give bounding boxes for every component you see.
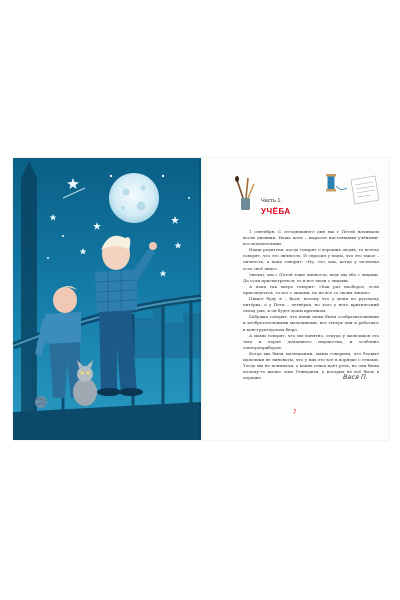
tall-boy-figure: [95, 236, 157, 396]
paragraph: Наши родители, когда говорят о хороших людях, то всегда говорят, что это личность. И спросил у папы, что это такое – личность, а папа говорит: «Ну, это, как, когда у человека есть своё лицо».: [243, 247, 379, 271]
yarn-ball: [35, 396, 47, 408]
paragraph: А мамы говорят, что им понятно, откуда у мальчиков эта тяга к порче домашнего имущества, и особенно электроприборов.: [243, 332, 379, 350]
thread-spool-icon: [326, 174, 347, 192]
page-number: 7: [293, 410, 297, 416]
chapter-title: УЧЁБА: [261, 207, 291, 216]
brush-jar-icon: [235, 176, 254, 210]
paragraph: Когда мы были маленькими, мамы говорили, что бедные мальчики не виноваты, что у них это всё в порядке с генами. Тогда мы не понимали, о каких генах идёт речь, но они были почему-то жалко этих Геннадиев, у которых не всё было в порядке.: [243, 350, 379, 381]
night-scene-illustration: [13, 158, 201, 440]
small-boy-figure: [35, 286, 83, 398]
paragraph: Значит, мы с Петей тоже личность, ведь мы оба с лицами. Да если присмотреться, то и все люди с лицами.: [243, 271, 379, 283]
paragraph: Пишет буду я – Вася, потому что у меня по русскому пятёрка, а у Пети – четвёрка, но зато у него критический склад ума, и он будет моим критиком.: [243, 296, 379, 314]
illustration-page: [13, 158, 201, 440]
book-spread: [13, 158, 389, 440]
paragraph: А папа так хитро говорит: «Как раз наоборот, если приглядеться, то все с лицами, но не все со своим лицом».: [243, 283, 379, 295]
paper-note-icon: [351, 176, 379, 204]
paragraph: 1 сентября. С сегодняшнего дня мы с Петей начинаем вести дневник. Наша цель – вырасти настоящими учёными-исследователями.: [243, 229, 379, 247]
paragraph: Бабушка говорит, что наши папы были сообразительными и изобретательными мальчиками, вот теперь они и работают в конструкторском бюро.: [243, 314, 379, 332]
diary-text: [243, 229, 379, 381]
author-signature: Вася П.: [343, 373, 368, 381]
part-label: Часть 1.: [261, 198, 282, 204]
text-page: [201, 158, 389, 440]
chapter-header-icons: [201, 158, 389, 228]
moon: [109, 173, 159, 223]
